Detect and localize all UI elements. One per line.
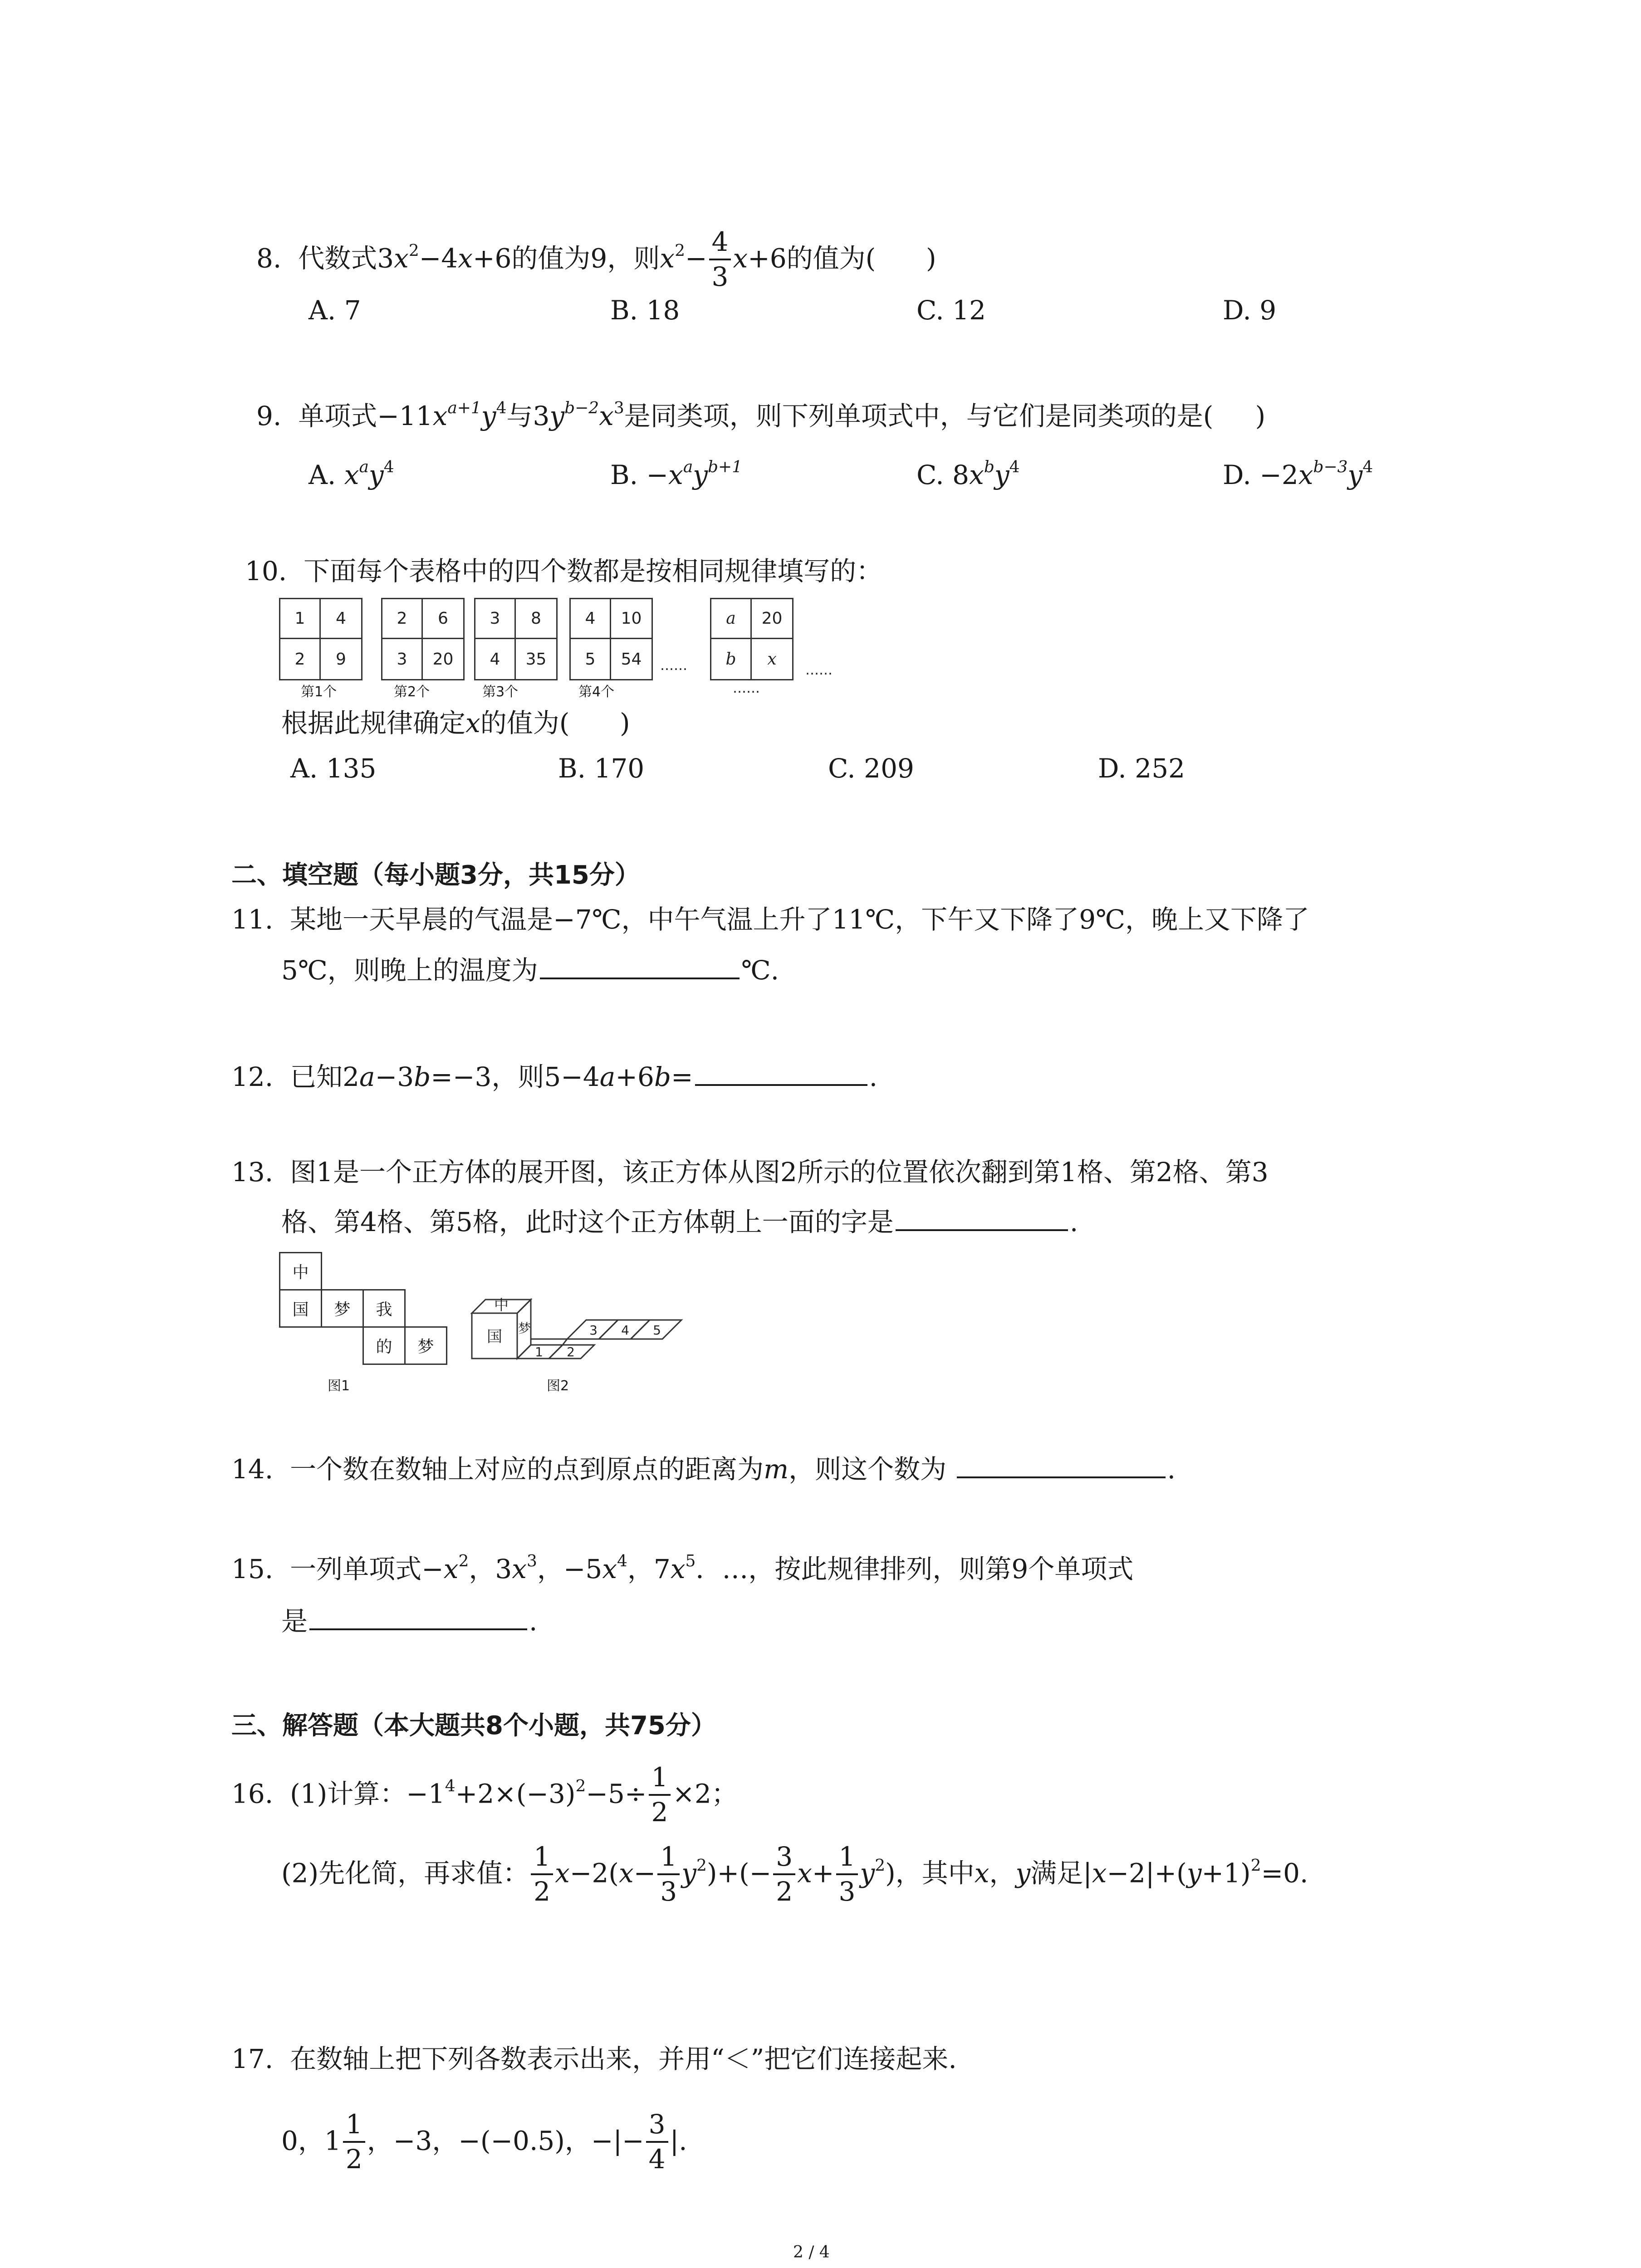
track-number: 4 [621,1323,629,1338]
q10-option-d: D. 252 [1098,753,1185,784]
grid-cell: 35 [525,650,547,669]
q17-line1: 17. 在数轴上把下列各数表示出来，并用“＜”把它们连接起来. [231,2043,957,2074]
grid-cell: 10 [611,599,652,639]
q12-stem: 12. 已知2a−3b=−3，则5−4a+6b= . [231,1061,878,1092]
grid-1 [279,598,362,680]
grid-cell: a [711,599,752,639]
track-number: 5 [653,1323,661,1338]
grid-cell: 8 [516,599,556,639]
net-cell: 的 [362,1326,406,1365]
answer-blank[interactable] [695,1080,867,1086]
q13-line2: 格、第4格、第5格，此时这个正方体朝上一面的字是 . [281,1207,1078,1237]
figure-caption: 图1 [328,1378,350,1394]
grid-label: 第4个 [578,684,615,700]
q16-part1: 16. (1)计算：$-1^4+2\times(-3)^2-5\div$ $\frac{1}{2}$ ×2； [231,1762,738,1830]
grid-label: 第3个 [482,684,519,700]
grid-cell: 4 [571,599,611,639]
grid-cell: 2 [382,599,423,639]
net-cell: 梦 [404,1326,447,1365]
fraction: $\frac{1}{2}$ [531,1840,553,1908]
q17-line2: 0，1 $\frac{1}{2}$ ，−3，−(−0.5)，−|− $\frac{3}{4}$ |. [281,2109,687,2177]
answer-blank[interactable] [896,1225,1068,1231]
ellipsis: …… [660,658,687,674]
q8-option-a: A. 7 [309,295,361,326]
grid-cell: 3 [475,599,516,639]
q8-option-d: D. 9 [1223,295,1277,326]
q9-option-a: A. $x^ay^4$ [309,458,394,490]
fraction: $\frac{3}{4}$ [646,2108,668,2175]
grid-cell: b [711,639,752,679]
answer-blank[interactable] [540,973,740,979]
net-cell: 梦 [321,1289,364,1328]
section-heading: 三、解答题（本大题共8个小题，共75分） [231,1711,716,1740]
q16-part2: (2)先化简，再求值： $\frac{1}{2}$ x−2(x− $\frac{1}{3}$ $y^2)+(-$ $\frac{3}{2}$ x+ $\frac{1}{3}$ $y^2$)，其中x，y满足$|x-2|+(y+1)^2=0$. [281,1842,1308,1909]
q11-line1: 11. 某地一天早晨的气温是−7℃，中午气温上升了11℃，下午又下降了9℃，晚上又下降了 [231,904,1309,935]
grid-cell: 9 [336,650,346,669]
grid-label: 第1个 [301,684,337,700]
q9-option-d: D. $-2x^{b-3}y^4$ [1223,458,1373,490]
q8-stem: 8. 代数式$3x^2-4x+6$的值为9，则$x^2-$ $\frac{4}{3}$ x+6的值为( ) [256,227,936,294]
grid-cell: 20 [432,650,454,669]
grid-cell: 4 [321,599,361,639]
q9-stem: 9. 单项式$-11x^{a+1}y^4$与$3y^{b-2}x^3$是同类项，则下列单项式中，与它们是同类项的是( ) [256,399,1266,431]
grid-cell: 3 [382,639,423,679]
net-cell: 我 [362,1289,406,1328]
grid-2 [381,598,465,680]
cube-top-label: 中 [494,1296,509,1314]
net-cell: 中 [279,1252,322,1290]
q8-option-c: C. 12 [916,295,986,326]
grid-4 [569,598,653,680]
ellipsis: …… [805,662,833,678]
q10-option-c: C. 209 [828,753,914,784]
page-number: 2 / 4 [793,2243,830,2262]
cube-roll-figure [467,1284,740,1374]
grid-cell: 1 [280,599,321,639]
cube-front-label: 国 [487,1328,502,1346]
q13-line1: 13. 图1是一个正方体的展开图，该正方体从图2所示的位置依次翻到第1格、第2格、第3 [231,1157,1269,1188]
grid-5 [710,598,794,680]
cube-side-label: 梦 [518,1321,531,1336]
grid-3 [474,598,558,680]
grid-label: …… [733,680,760,696]
q10-question: 根据此规律确定x的值为( ) [281,708,630,738]
q10-option-a: A. 135 [290,753,377,784]
grid-cell: 4 [475,639,516,679]
grid-cell: 2 [280,639,321,679]
grid-label: 第2个 [394,684,430,700]
q9-option-c: C. $8x^by^4$ [916,458,1020,490]
q10-option-b: B. 170 [558,753,645,784]
grid-cell: 20 [752,599,792,639]
q9-option-b: B. $-x^ay^{b+1}$ [610,458,743,490]
fraction: $\frac{1}{2}$ [343,2108,365,2175]
q11-line2: 5℃，则晚上的温度为 ℃. [281,955,779,986]
q14-stem: 14. 一个数在数轴上对应的点到原点的距离为m，则这个数为 . [231,1454,1176,1485]
answer-blank[interactable] [309,1624,527,1630]
figure-caption: 图2 [547,1378,569,1394]
fraction: $\frac{1}{3}$ [657,1840,680,1908]
net-cell: 国 [279,1289,322,1328]
section-heading: 二、填空题（每小题3分，共15分） [231,860,640,890]
grid-cell: x [767,650,777,669]
fraction: $\frac{3}{2}$ [773,1840,795,1908]
grid-cell: 54 [621,650,642,669]
q10-stem: 10. 下面每个表格中的四个数都是按相同规律填写的： [245,556,883,587]
q15-line2: 是 . [281,1606,538,1637]
track-number: 2 [567,1344,575,1359]
answer-blank[interactable] [957,1472,1166,1478]
track-number: 1 [535,1344,543,1359]
q8-option-b: B. 18 [610,295,680,326]
q8-fraction: $\frac{4}{3}$ [709,225,731,293]
fraction: $\frac{1}{3}$ [836,1840,858,1908]
fraction: $\frac{1}{2}$ [649,1761,671,1828]
grid-cell: 5 [571,639,611,679]
grid-cell: 6 [423,599,463,639]
q15-line1: 15. 一列单项式$-x^2$，$3x^3$，$-5x^4$，$7x^5$．…，按此规律排列，则第9个单项式 [231,1552,1134,1584]
track-number: 3 [589,1323,598,1338]
